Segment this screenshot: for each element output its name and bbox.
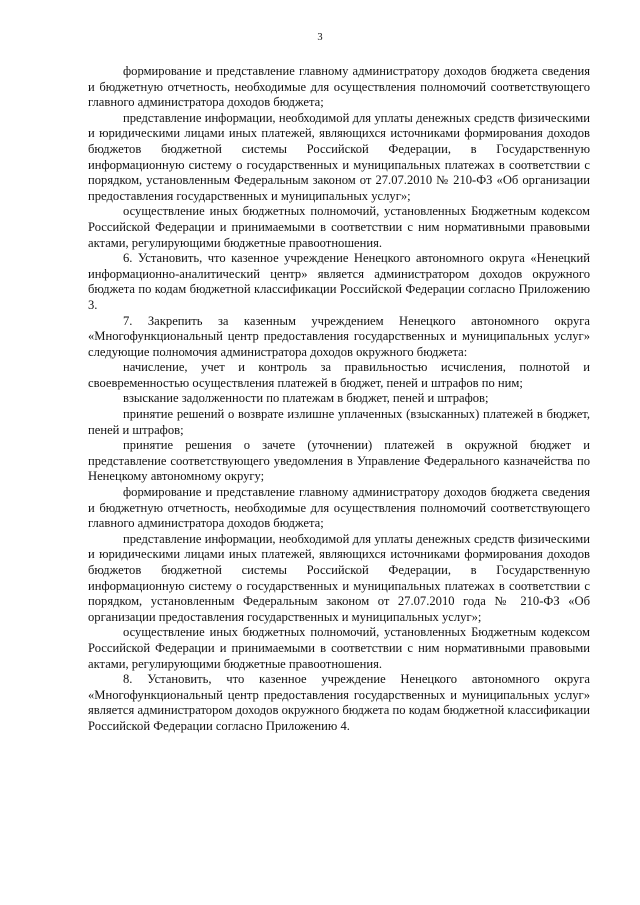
paragraph: взыскание задолженности по платежам в бюджет, пеней и штрафов;	[123, 391, 489, 406]
paragraph: принятие решения о зачете (уточнении) платежей в окружной бюджет и представление соответствующего уведомления в Управление Федерального казначейства по Ненецкому автономному округу;	[88, 438, 590, 484]
paragraph: 6. Установить, что казенное учреждение Ненецкого автономного округа «Ненецкий информационно-аналитический центр» является администратором доходов окружного бюджета по кодам бюджетной классификации Российской Федерации согласно Приложению 3.	[88, 251, 590, 312]
paragraph: представление информации, необходимой для уплаты денежных средств физическими и юридическими лицами иных платежей, являющихся источниками формирования доходов бюджетов бюджетной системы Российской Федерации, в Государственную информационную систему о государственных и муниципальных платежах в соответствии с порядком, установленным Федеральным законом от 27.07.2010 № 210-ФЗ «Об организации предоставления государственных и муниципальных услуг»;	[88, 110, 590, 203]
paragraph: 7. Закрепить за казенным учреждением Ненецкого автономного округа «Многофункциональный центр предоставления государственных и муниципальных услуг» следующие полномочия администратора доходов окружного бюджета:	[88, 313, 590, 359]
page-number: 3	[317, 32, 323, 43]
paragraph: начисление, учет и контроль за правильностью исчисления, полнотой и своевременностью осуществления платежей в бюджет, пеней и штрафов по ним;	[88, 360, 590, 390]
paragraph: формирование и представление главному администратору доходов бюджета сведения и бюджетную отчетность, необходимые для осуществления полномочий соответствующего главного администратора доходов бюджета;	[88, 485, 590, 531]
paragraph: принятие решений о возврате излишне уплаченных (взысканных) платежей в бюджет, пеней и штрафов;	[88, 407, 590, 437]
paragraph: осуществление иных бюджетных полномочий, установленных Бюджетным кодексом Российской Федерации и принимаемыми в соответствии с ним нормативными правовыми актами, регулирующими бюджетные правоотношения.	[88, 625, 590, 671]
paragraph: формирование и представление главному администратору доходов бюджета сведения и бюджетную отчетность, необходимые для осуществления полномочий соответствующего главного администратора доходов бюджета;	[88, 64, 590, 110]
paragraph: осуществление иных бюджетных полномочий, установленных Бюджетным кодексом Российской Федерации и принимаемыми в соответствии с ним нормативными правовыми актами, регулирующими бюджетные правоотношения.	[88, 204, 590, 250]
paragraph: 8. Установить, что казенное учреждение Ненецкого автономного округа «Многофункциональный центр предоставления государственных и муниципальных услуг» является администратором доходов окружного бюджета по кодам бюджетной классификации Российской Федерации согласно Приложению 4.	[88, 672, 590, 733]
document-body	[88, 64, 590, 735]
paragraph: представление информации, необходимой для уплаты денежных средств физическими и юридическими лицами иных платежей, являющихся источниками формирования доходов бюджетов бюджетной системы Российской Федерации, в Государственную информационную систему о государственных и муниципальных платежах в соответствии с порядком, установленным Федеральным законом от 27.07.2010 года № 210-ФЗ «Об организации предоставления государственных и муниципальных услуг»;	[88, 531, 590, 624]
